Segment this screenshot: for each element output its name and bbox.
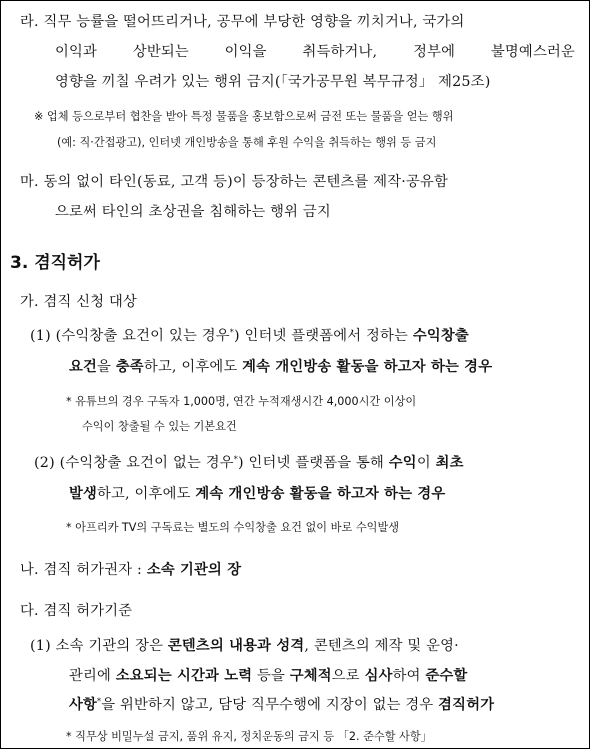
ga-item-2-note: * 아프리카 TV의 구독료는 별도의 수익창출 요건 없이 바로 수익발생 <box>66 521 400 534</box>
word: 불명예스러운 <box>490 44 575 60</box>
text: 하고, 이후에도 <box>143 359 243 375</box>
da-item-1-line-2 <box>69 665 467 685</box>
da-item-1-note: * 직무상 비밀누설 금지, 품위 유지, 정치운동의 금지 등 「2. 준수할 사항」 <box>66 730 432 743</box>
ga-item-1-line-2 <box>69 356 492 376</box>
text: 하여 <box>392 668 426 684</box>
item-ra-line-2 <box>55 41 575 61</box>
word: 정부에 <box>413 44 456 60</box>
text: (1) (수익창출 요건이 있는 경우 <box>30 328 230 344</box>
item-ra-line-1: 라. 직무 능률을 떨어뜨리거나, 공무에 부당한 영향을 끼치거나, 국가의 <box>20 14 465 30</box>
word: 이익을 <box>224 44 267 60</box>
text: ) 인터넷 플랫폼을 통해 <box>237 455 389 471</box>
item-da-heading: 다. 겸직 허가기준 <box>20 603 133 619</box>
text: 나. 겸직 허가권자 : <box>20 562 147 578</box>
text: 으로 <box>331 668 365 684</box>
da-item-1-line-3 <box>69 694 494 714</box>
text: 을 <box>97 359 116 375</box>
ga-item-1-line-1 <box>30 325 469 345</box>
bold-text: 사항 <box>69 697 98 713</box>
bold-text: 발생 <box>69 486 98 502</box>
note-1-line-1: ※ 업체 등으로부터 협찬을 받아 특정 물품을 홍보함으로써 금전 또는 물품을 얻는 행위 <box>34 110 454 123</box>
bold-text: 구체적 <box>289 668 332 684</box>
ga-item-2-line-2 <box>69 483 445 503</box>
ga-item-1-note-line-2: 수익이 창출될 수 있는 기본요건 <box>82 420 237 433</box>
text: 이 <box>416 455 436 471</box>
footnote-marker: * <box>97 697 102 706</box>
bold-text: 준수할 <box>425 668 468 684</box>
bold-text: 계속 개인방송 활동을 하고자 하는 경우 <box>195 486 446 502</box>
text: (2) (수익창출 요건이 없는 경우 <box>34 455 234 471</box>
bold-text: 최초 <box>435 455 464 471</box>
bold-text: 겸직허가 <box>438 697 495 713</box>
word: 이익과 <box>55 44 98 60</box>
bold-text: 콘텐츠의 내용과 성격 <box>167 638 305 654</box>
word: 취득하거나, <box>302 44 378 60</box>
bold-text: 심사 <box>364 668 393 684</box>
text: (1) 소속 기관의 장은 <box>30 638 168 654</box>
word: 상반되는 <box>132 44 189 60</box>
text: 관리에 <box>69 668 116 684</box>
ga-item-1-note-line-1: * 유튜브의 경우 구독자 1,000명, 연간 누적재생시간 4,000시간 이상이 <box>66 395 417 408</box>
bold-text: 요건 <box>69 359 98 375</box>
item-ma-line-2: 으로써 타인의 초상권을 침해하는 행위 금지 <box>55 204 331 220</box>
item-ra-line-3: 영향을 끼칠 우려가 있는 행위 금지(「국가공무원 복무규정」 제25조) <box>55 74 491 90</box>
ga-item-2-line-1 <box>34 452 464 472</box>
bold-text: 충족 <box>115 359 144 375</box>
section-3-title: 3. 겸직허가 <box>10 253 100 273</box>
footnote-marker: * <box>229 328 234 337</box>
text: 하고, 이후에도 <box>97 486 196 502</box>
bold-text: 소요되는 시간과 노력 <box>115 668 253 684</box>
text: 을 위반하지 않고, 담당 직무수행에 지장이 없는 경우 <box>101 697 439 713</box>
bold-text: 수익 <box>388 455 417 471</box>
bold-text: 소속 기관의 장 <box>146 562 242 578</box>
bold-text: 계속 개인방송 활동을 하고자 하는 경우 <box>242 359 493 375</box>
da-item-1-line-1 <box>30 635 459 655</box>
note-1-line-2: (예: 직·간접광고), 인터넷 개인방송을 통해 후원 수익을 취득하는 행위 등 금지 <box>57 136 437 149</box>
item-ma-line-1: 마. 동의 없이 타인(동료, 고객 등)이 등장하는 콘텐츠를 제작·공유함 <box>20 174 449 190</box>
item-ga-heading: 가. 겸직 신청 대상 <box>20 294 138 310</box>
footnote-marker: * <box>233 455 238 464</box>
bold-text: 수익창출 <box>412 328 469 344</box>
item-na <box>20 559 241 579</box>
text: , 콘텐츠의 제작 및 운영· <box>304 638 459 654</box>
text: 등을 <box>252 668 290 684</box>
text: ) 인터넷 플랫폼에서 정하는 <box>233 328 413 344</box>
